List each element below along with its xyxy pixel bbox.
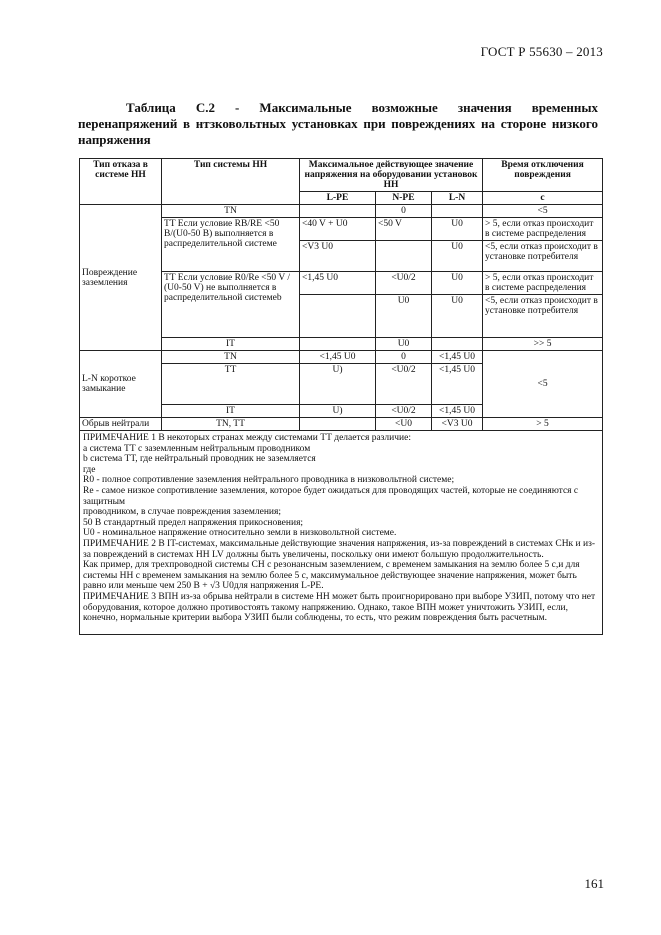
note-line: ПРИМЕЧАНИЕ 1 В некоторых странах между системами ТТ делается различие: [83,433,411,443]
cell-npe: <50 V [376,218,432,241]
table-row [80,351,603,364]
note-line: где [83,464,96,475]
cell-npe: <U0/2 [376,364,432,405]
cell-ln: U0 [432,295,483,338]
note-line: ПРИМЕЧАНИЕ 3 ВПН из-за обрыва нейтрали в системе НН может быть проигнорировано при выборе УЗИП, потому что нет оборудования, которое должно противостоять такому напряжению. Однако, такое ВПН может уничтожить УЗИП, если, конечно, нормальные критерии выбора УЗИП были соблюдены, то есть, что режим повреждения быть расчетным. [83,591,596,624]
cell-time: > 5, если отказ происходит в системе распределения [483,218,603,241]
cell-system: IT [162,338,300,351]
cell-time: <5, если отказ происходит в установке потребителя [483,295,603,338]
col-npe-header: N-PE [376,192,432,205]
cell-ln: U0 [432,272,483,295]
cell-ln: <1,45 U0 [432,405,483,418]
cell-system: TT Если условие R0/Re <50 V / (U0-50 V) не выполняется в распределительной системеb [162,272,300,338]
cell-lpe: <V3 U0 [300,241,376,272]
cell-lpe [300,295,376,338]
cell-ln: <V3 U0 [432,418,483,431]
table-row [80,418,603,431]
cell-lpe: <1,45 U0 [300,351,376,364]
note-line: ПРИМЕЧАНИЕ 2 В IT-системах, максимальные действующие значения напряжения, из-за повреждений в системах СНк и из-за повреждений в системах НН LV должны быть увеличены, поскольку они имеют большую продолжительность. [83,538,596,560]
cell-npe: U0 [376,338,432,351]
cell-lpe: U) [300,364,376,405]
cell-time: <5 [483,205,603,218]
cell-system: TT Если условие RB/RE <50 В/(U0-50 В) выполняется в распределительной системе [162,218,300,272]
note-line: 50 В стандартный предел напряжения прикосновения; [83,517,304,528]
cell-npe: 0 [376,351,432,364]
cell-ln [432,205,483,218]
cell-ln: U0 [432,241,483,272]
page-number: 161 [584,876,604,891]
cell-npe: U0 [376,295,432,338]
col-system-type-header: Тип системы НН [162,159,300,205]
cell-system: TN [162,351,300,364]
fault-type-neutral-break: Обрыв нейтрали [80,418,162,431]
note-line: проводником, в случае повреждения заземления; [83,507,281,518]
col-ln-header: L-N [432,192,483,205]
cell-npe: <U0/2 [376,272,432,295]
col-max-voltage-header: Максимальное действующее значение напряжения на оборудовании установок НН [300,159,483,192]
cell-lpe: <40 V + U0 [300,218,376,241]
cell-lpe: <1,45 U0 [300,272,376,295]
overvoltage-table [79,158,603,635]
cell-system: TT [162,364,300,405]
note-line: b система ТТ, где нейтральный проводник не заземляется [83,454,316,465]
col-time-header: Время отключения повреждения [483,159,603,192]
note-line: Как пример, для трехпроводной системы СН с резонансным заземлением, с временем замыкания на землю более 5 с,и для системы НН с временем замыкания на землю более 5 с, максимумальное действующее значение напряжения, может быть равно или меньше чем 250 В + √3 U0для напряжения L-PE. [83,560,580,592]
note-line: Re - самое низкое сопротивление заземления, которое будет ожидаться для проводящих частей, которые не соединяются с защитным [83,485,579,507]
table-title: Таблица С.2 - Максимальные возможные значения временных перенапряжений в нтзковольтных установках при повреждениях на стороне низкого напряжения [78,100,598,147]
fault-type-short-circuit: L-N короткое замыкание [80,351,162,418]
notes-row [80,431,603,635]
col-fault-type-header: Тип отказа в системе НН [80,159,162,205]
cell-system: TN, TT [162,418,300,431]
cell-time: <5, если отказ происходит в установке потребителя [483,241,603,272]
cell-npe: <U0 [376,418,432,431]
cell-ln [432,338,483,351]
notes-cell [80,431,603,635]
cell-lpe [300,338,376,351]
header-row [80,159,603,192]
table-row [80,205,603,218]
cell-system: IT [162,405,300,418]
cell-lpe: U) [300,405,376,418]
document-header: ГОСТ Р 55630 – 2013 [480,44,603,59]
cell-system: TN [162,205,300,218]
note-line: R0 - полное сопротивление заземления нейтрального проводника в низковольтной системе; [83,475,455,486]
col-time-unit: c [483,192,603,205]
cell-time: > 5 [483,418,603,431]
cell-ln: <1,45 U0 [432,364,483,405]
note-line: U0 - номинальное напряжение относительно земли в низковольтной системе. [83,528,397,539]
cell-ln: <1,45 U0 [432,351,483,364]
cell-time: <5 [483,351,603,418]
note-line: a система ТТ с заземленным нейтральным проводником [83,443,311,454]
fault-type-ground: Повреждение заземления [80,205,162,351]
cell-npe [376,241,432,272]
cell-lpe [300,418,376,431]
cell-ln: U0 [432,218,483,241]
cell-lpe [300,205,376,218]
cell-npe: <U0/2 [376,405,432,418]
cell-time: >> 5 [483,338,603,351]
cell-time: > 5, если отказ происходит в системе распределения [483,272,603,295]
cell-npe: 0 [376,205,432,218]
col-lpe-header: L-PE [300,192,376,205]
